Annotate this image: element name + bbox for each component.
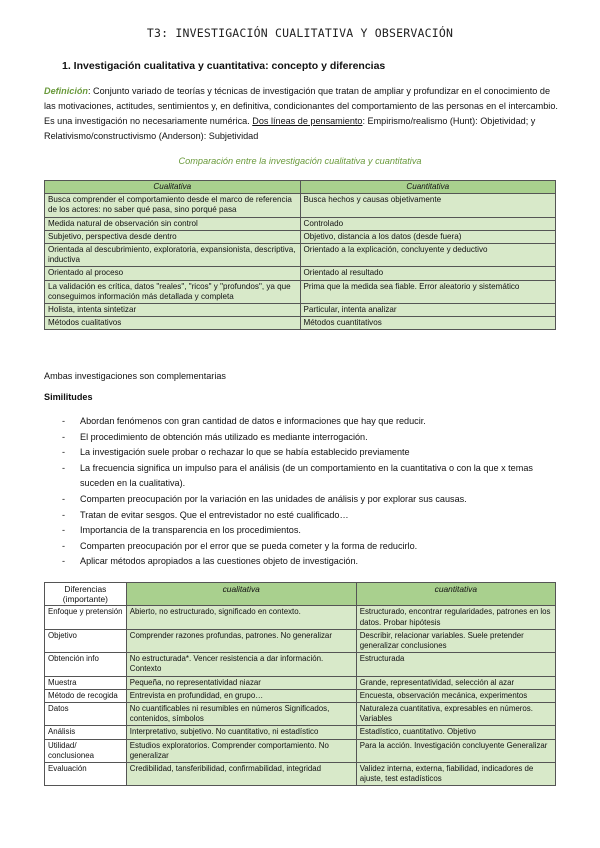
list-item: - La investigación suele probar o rechazar lo que se había establecido previamente [62, 445, 562, 461]
table-cell: No estructurada*. Vencer resistencia a dar información. Contexto [126, 653, 356, 676]
table-row [45, 194, 556, 217]
table-row [45, 317, 556, 330]
list-item: - Importancia de la transparencia en los procedimientos. [62, 523, 562, 539]
row-label: Muestra [45, 676, 127, 689]
list-item: - Comparten preocupación por la variación en las unidades de análisis y por explorar sus causas. [62, 492, 562, 508]
comparison-header-row [45, 181, 556, 194]
table-row [45, 653, 556, 676]
table-cell: Prima que la medida sea fiable. Error aleatorio y sistemático [300, 280, 556, 303]
row-label: Enfoque y pretensión [45, 606, 127, 629]
table-row [45, 606, 556, 629]
table-row [45, 629, 556, 652]
table-row [45, 689, 556, 702]
table-row [45, 703, 556, 726]
row-label: Método de recogida [45, 689, 127, 702]
list-item: - Tratan de evitar sesgos. Que el entrevistador no esté cualificado… [62, 508, 562, 524]
table-row [45, 726, 556, 739]
table-cell: Entrevista en profundidad, en grupo… [126, 689, 356, 702]
table-cell: Comprender razones profundas, patrones. No generalizar [126, 629, 356, 652]
table-cell: Encuesta, observación mecánica, experimentos [356, 689, 555, 702]
table-row [45, 244, 556, 267]
table-cell: Controlado [300, 217, 556, 230]
table-cell: No cuantificables ni resumibles en números Significados, contenidos, símbolos [126, 703, 356, 726]
table-cell: Pequeña, no representatividad niazar [126, 676, 356, 689]
table-cell: Orientado a la explicación, concluyente y deductivo [300, 244, 556, 267]
table-cell: Métodos cualitativos [45, 317, 301, 330]
differences-header-row [45, 583, 556, 606]
table-cell: Holista, intenta sintetizar [45, 304, 301, 317]
differences-header-cuantitativa: cuantitativa [356, 583, 555, 606]
lines-text: : Empirismo/realismo (Hunt): Objetividad; y Relativismo/constructivismo (Anderson): Subjetividad [44, 116, 536, 141]
table-cell: Para la acción. Investigación concluyente Generalizar [356, 739, 555, 762]
table-cell: Subjetivo, perspectiva desde dentro [45, 230, 301, 243]
table-cell: Orientada al descubrimiento, exploratoria, expansionista, descriptiva, inductiva [45, 244, 301, 267]
table-cell: Medida natural de observación sin control [45, 217, 301, 230]
table-row [45, 304, 556, 317]
table-cell: Estructurada [356, 653, 555, 676]
table-row [45, 267, 556, 280]
differences-header-cualitativa: cualitativa [126, 583, 356, 606]
comparison-header-cuantitativa: Cuantitativa [300, 181, 556, 194]
definition-paragraph [44, 84, 564, 144]
row-label: Utilidad/ conclusionea [45, 739, 127, 762]
table-cell: Describir, relacionar variables. Suele pretender generalizar conclusiones [356, 629, 555, 652]
table-cell: Abierto, no estructurado, significado en contexto. [126, 606, 356, 629]
table-row [45, 739, 556, 762]
table-cell: Busca hechos y causas objetivamente [300, 194, 556, 217]
table-cell: Credibilidad, tansferibilidad, confirmabilidad, integridad [126, 763, 356, 786]
list-item: - Comparten preocupación por el error que se pueda cometer y la forma de reducirlo. [62, 539, 562, 555]
table-cell: Grande, representatividad, selección al azar [356, 676, 555, 689]
comparison-caption: Comparación entre la investigación cualitativa y cuantitativa [178, 156, 422, 166]
table-cell: Naturaleza cuantitativa, expresables en números. Variables [356, 703, 555, 726]
comparison-header-cualitativa: Cualitativa [45, 181, 301, 194]
table-cell: Orientado al proceso [45, 267, 301, 280]
list-item: - El procedimiento de obtención más utilizado es mediante interrogación. [62, 430, 562, 446]
differences-header-label: Diferencias (importante) [45, 583, 127, 606]
table-cell: La validación es crítica, datos "reales", "ricos" y "profundos", ya que conseguimos información más detallada y completa [45, 280, 301, 303]
similitudes-heading: Similitudes [44, 392, 93, 402]
page-title: T3: INVESTIGACIÓN CUALITATIVA Y OBSERVACIÓN [146, 26, 454, 40]
differences-table [44, 582, 556, 786]
row-label: Datos [45, 703, 127, 726]
table-cell: Estudios exploratorios. Comprender comportamiento. No generalizar [126, 739, 356, 762]
row-label: Objetivo [45, 629, 127, 652]
table-cell: Métodos cuantitativos [300, 317, 556, 330]
lines-label: Dos líneas de pensamiento [252, 116, 363, 126]
table-cell: Objetivo, distancia a los datos (desde fuera) [300, 230, 556, 243]
definition-label: Definición [44, 86, 88, 96]
definition-text: : Conjunto variado de teorías y técnicas de investigación que tratan de ampliar y profundizar en el conocimiento de las motivaciones, actitudes, sentimientos y, en definitiva, condicionantes del comportamiento de las personas en el intercambio. Es una investigación no necesariamente numérica. [44, 86, 558, 126]
comparison-table [44, 180, 556, 330]
table-row [45, 763, 556, 786]
row-label: Evaluación [45, 763, 127, 786]
table-cell: Validez interna, externa, fiabilidad, indicadores de ajuste, test estadísticos [356, 763, 555, 786]
complement-note: Ambas investigaciones son complementarias [44, 371, 226, 381]
table-cell: Interpretativo, subjetivo. No cuantitativo, ni estadístico [126, 726, 356, 739]
table-cell: Particular, intenta analizar [300, 304, 556, 317]
table-row [45, 280, 556, 303]
table-cell: Estadístico, cuantitativo. Objetivo [356, 726, 555, 739]
list-item: - La frecuencia significa un impulso para el análisis (de un comportamiento en la cuantitativa o con la que x temas suceden en la cualitativa). [62, 461, 562, 492]
table-cell: Busca comprender el comportamiento desde el marco de referencia de los actores: no saber qué pasa, sino porqué pasa [45, 194, 301, 217]
table-cell: Estructurado, encontrar regularidades, patrones en los datos. Probar hipótesis [356, 606, 555, 629]
similitudes-list [62, 414, 562, 570]
row-label: Obtención info [45, 653, 127, 676]
list-item: - Abordan fenómenos con gran cantidad de datos e informaciones que hay que reducir. [62, 414, 562, 430]
section-heading: 1. Investigación cualitativa y cuantitativa: concepto y diferencias [62, 60, 386, 72]
list-item: - Aplicar métodos apropiados a las cuestiones objeto de investigación. [62, 554, 562, 570]
row-label: Análisis [45, 726, 127, 739]
table-row [45, 217, 556, 230]
table-cell: Orientado al resultado [300, 267, 556, 280]
table-row [45, 676, 556, 689]
table-row [45, 230, 556, 243]
